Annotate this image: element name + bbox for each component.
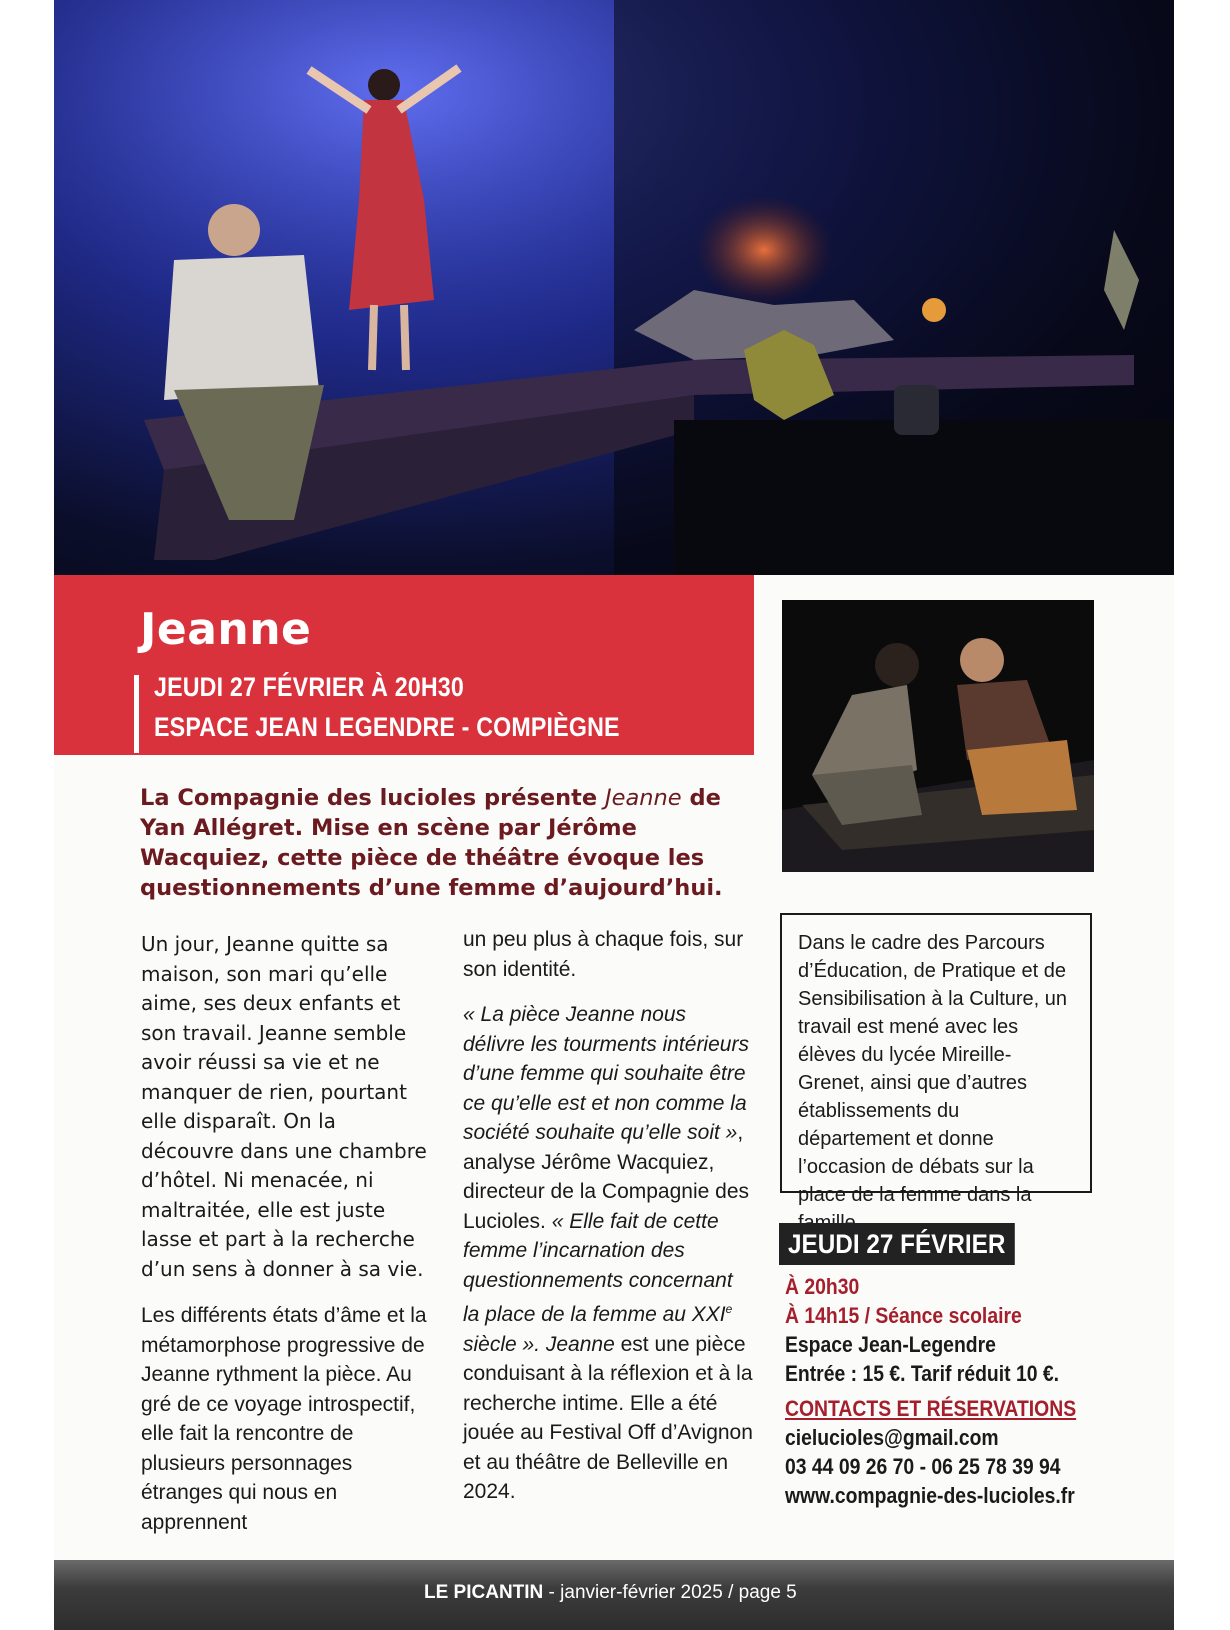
quote-2-start: « Elle fait de cette femme l’incarnation des questionnements concernant la place de la femme au XXI: [463, 1209, 733, 1326]
time-school-session: À 14h15 / Séance scolaire: [785, 1303, 1022, 1328]
title-rule: [134, 675, 139, 753]
footer-text: [424, 1582, 797, 1604]
contacts-heading: CONTACTS ET RÉSERVATIONS: [785, 1396, 1077, 1421]
quote-attribution: , analyse Jérôme Wacquiez, directeur de la Compagnie des Lucioles.: [463, 1121, 750, 1233]
ticket-price: Entrée : 15 €. Tarif réduit 10 €.: [785, 1361, 1060, 1386]
show-venue-line: ESPACE JEAN LEGENDRE - COMPIÈGNE: [154, 712, 620, 742]
article-column-2: [463, 925, 753, 1507]
issue-and-page: - janvier-février 2025 / page 5: [543, 1582, 797, 1603]
contact-email[interactable]: cielucioles@gmail.com: [785, 1425, 999, 1450]
lead-text-end: de Yan Allégret. Mise en scène par Jérôme Wacquiez, cette pièce de théâtre évoque les questionnements d’une femme d’aujourd’hui.: [140, 785, 723, 901]
column2-closing-text: est une pièce conduisant à la réflexion et à la recherche intime. Elle a été jouée au Festival Off d’Avignon et au théâtre de Belleville en 2024.: [463, 1332, 753, 1503]
page-footer: [54, 1560, 1174, 1630]
time-evening: À 20h30: [785, 1274, 860, 1299]
quote-2-end: siècle ».: [463, 1332, 546, 1356]
hero-stage-photo: [54, 0, 1174, 575]
lead-title-italic: Jeanne: [605, 785, 682, 811]
contact-phones: 03 44 09 26 70 - 06 25 78 39 94: [785, 1454, 1061, 1479]
practical-info: [785, 1272, 1115, 1510]
website-link[interactable]: www.compagnie-des-lucioles.fr: [785, 1483, 1075, 1508]
column1-paragraph-1: Un jour, Jeanne quitte sa maison, son mari qu’elle aime, ses deux enfants et son travail. Jeanne semble avoir réussi sa vie et ne manquer de rien, pourtant elle disparaît. On la découvre dans une chambre d’hôtel. Ni menacée, ni maltraitée, elle est juste lasse et part à la recherche d’un sens à donner à sa vie.: [141, 932, 427, 1281]
show-title: Jeanne: [140, 604, 312, 655]
article-column-1: [141, 930, 433, 1537]
date-badge: JEUDI 27 FÉVRIER: [779, 1223, 1014, 1265]
lead-paragraph: [140, 783, 755, 903]
magazine-name: LE PICANTIN: [424, 1582, 544, 1603]
education-info-box: [780, 913, 1092, 1206]
info-box-text: Dans le cadre des Parcours d’Éducation, de Pratique et de Sensibilisation à la Culture, un travail est mené avec les élèves du lycée Mireille-Grenet, ainsi que d’autres établissements du département et donne l’occasion de débats sur la place de la femme dans la: [798, 932, 1068, 1206]
century-superscript: e: [725, 1302, 733, 1316]
show-date-line: JEUDI 27 FÉVRIER À 20H30: [154, 672, 464, 702]
column2-paragraph-1: un peu plus à chaque fois, sur son identité.: [463, 928, 744, 981]
column2-quote-paragraph: [463, 1000, 753, 1507]
play-title-italic: Jeanne: [545, 1332, 615, 1356]
side-stage-photo: [782, 600, 1094, 872]
column1-paragraph-2: Les différents états d’âme et la métamorphose progressive de Jeanne rythment la pièce. Au gré de ce voyage introspectif, elle fait la rencontre de plusieurs personnages étranges qui nous en apprennent: [141, 1304, 427, 1534]
quote-1: « La pièce Jeanne nous délivre les tourments intérieurs d’une femme qui souhaite être ce qu’elle est et non comme la société souhaite qu’elle soit »: [463, 1003, 749, 1144]
venue-name: Espace Jean-Legendre: [785, 1332, 996, 1357]
lead-text-start: La Compagnie des lucioles présente: [140, 785, 605, 811]
